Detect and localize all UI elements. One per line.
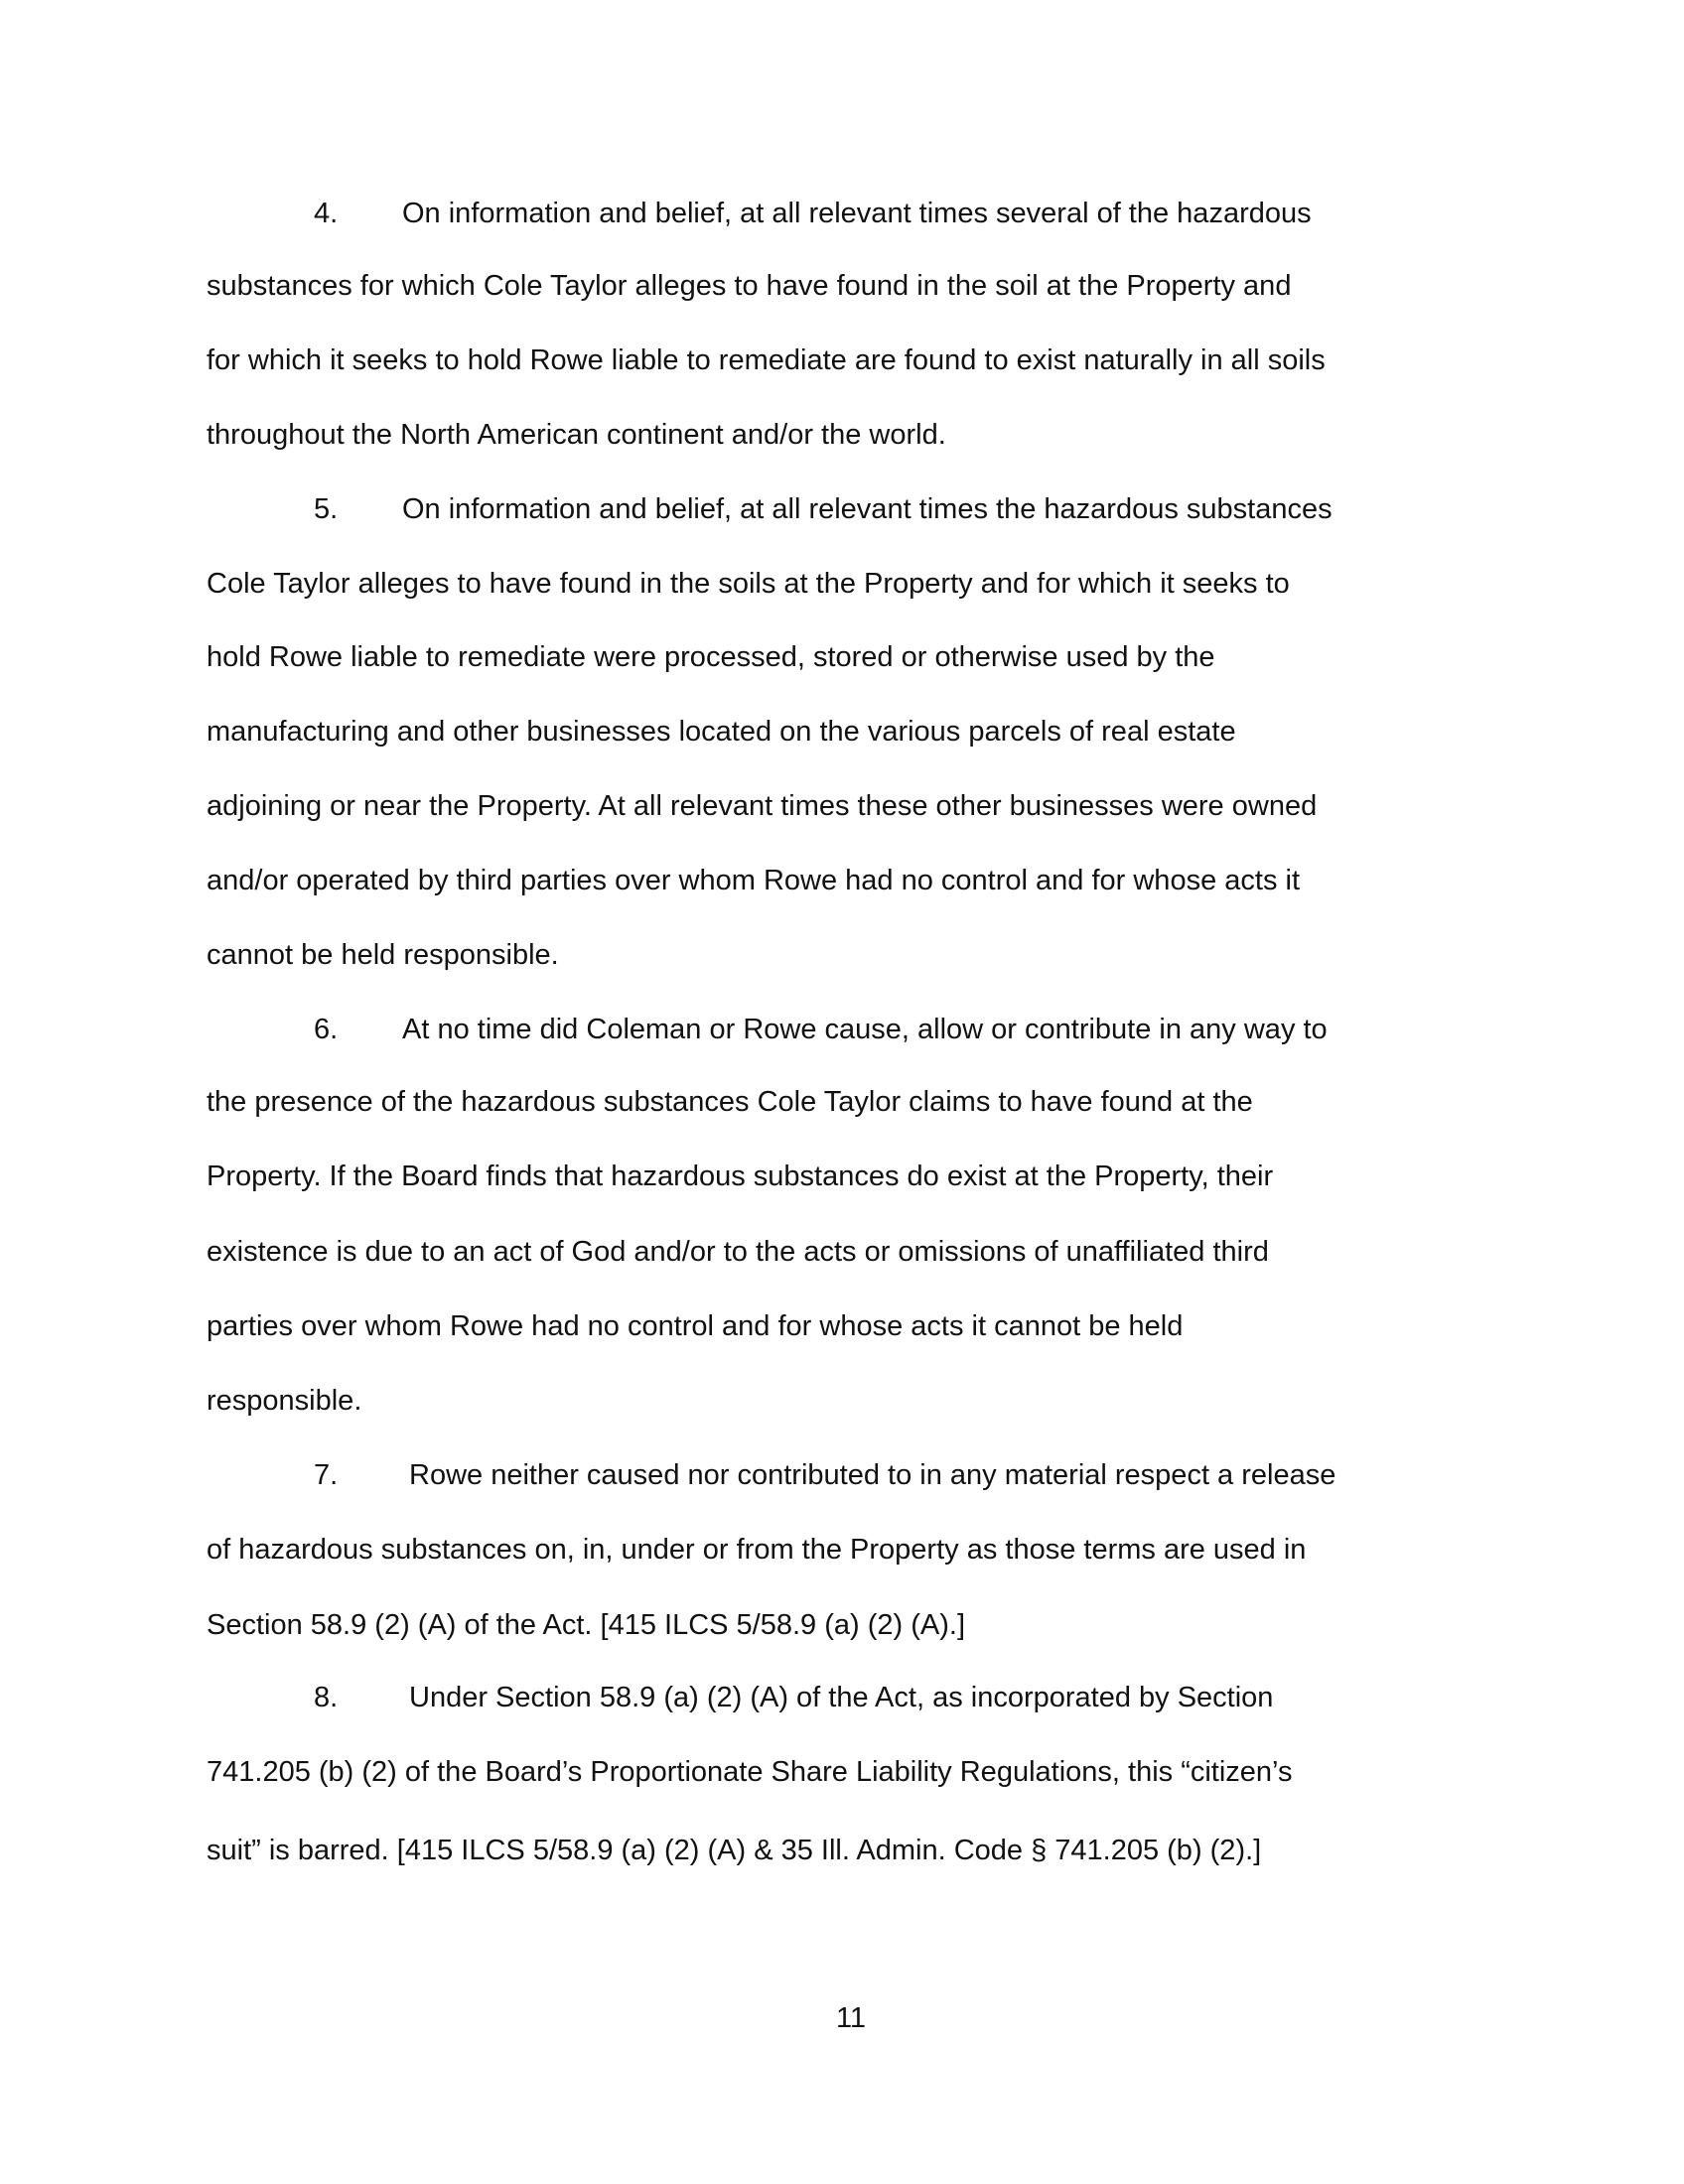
paragraph-line: parties over whom Rowe had no control and for whose acts it cannot be held [207, 1310, 1184, 1342]
page-number: 11 [835, 2002, 867, 2034]
paragraph-line: adjoining or near the Property. At all relevant times these other businesses were owned [207, 790, 1318, 822]
paragraph-line: On information and belief, at all relevant times the hazardous substances [402, 493, 1333, 525]
paragraph-number: 5. [314, 493, 339, 525]
paragraph-line: Under Section 58.9 (a) (2) (A) of the Act, as incorporated by Section [409, 1682, 1274, 1713]
paragraph-line: 741.205 (b) (2) of the Board’s Proportionate Share Liability Regulations, this “citizen’s [207, 1756, 1293, 1788]
paragraph-line: the presence of the hazardous substances Cole Taylor claims to have found at the [207, 1086, 1253, 1118]
paragraph-line: hold Rowe liable to remediate were processed, stored or otherwise used by the [207, 641, 1215, 673]
paragraph-line: and/or operated by third parties over whom Rowe had no control and for whose acts it [207, 865, 1300, 896]
paragraph-line: manufacturing and other businesses located on the various parcels of real estate [207, 716, 1236, 748]
paragraph-number: 6. [314, 1014, 339, 1045]
paragraph-line: responsible. [207, 1385, 362, 1417]
paragraph-line: suit” is barred. [415 ILCS 5/58.9 (a) (2) (A) & 35 Ill. Admin. Code § 741.205 (b) (2).] [207, 1835, 1262, 1866]
paragraph-line: On information and belief, at all relevant times several of the hazardous [402, 198, 1312, 229]
paragraph-line: Property. If the Board finds that hazardous substances do exist at the Property, their [207, 1160, 1274, 1192]
paragraph-line: Section 58.9 (2) (A) of the Act. [415 ILCS 5/58.9 (a) (2) (A).] [207, 1609, 966, 1641]
paragraph-line: Cole Taylor alleges to have found in the soils at the Property and for which it seeks to [207, 568, 1290, 600]
paragraph-line: Rowe neither caused nor contributed to in any material respect a release [409, 1459, 1336, 1491]
paragraph-line: existence is due to an act of God and/or to the acts or omissions of unaffiliated third [207, 1236, 1269, 1268]
paragraph-line: for which it seeks to hold Rowe liable to remediate are found to exist naturally in all soils [207, 344, 1326, 376]
paragraph-line: At no time did Coleman or Rowe cause, allow or contribute in any way to [402, 1014, 1328, 1045]
paragraph-number: 4. [314, 198, 339, 229]
paragraph-line: cannot be held responsible. [207, 939, 559, 971]
paragraph-number: 7. [314, 1459, 339, 1491]
paragraph-number: 8. [314, 1682, 339, 1713]
paragraph-line: of hazardous substances on, in, under or from the Property as those terms are used in [207, 1534, 1307, 1566]
paragraph-line: substances for which Cole Taylor alleges to have found in the soil at the Property and [207, 270, 1292, 302]
paragraph-line: throughout the North American continent and/or the world. [207, 419, 946, 451]
